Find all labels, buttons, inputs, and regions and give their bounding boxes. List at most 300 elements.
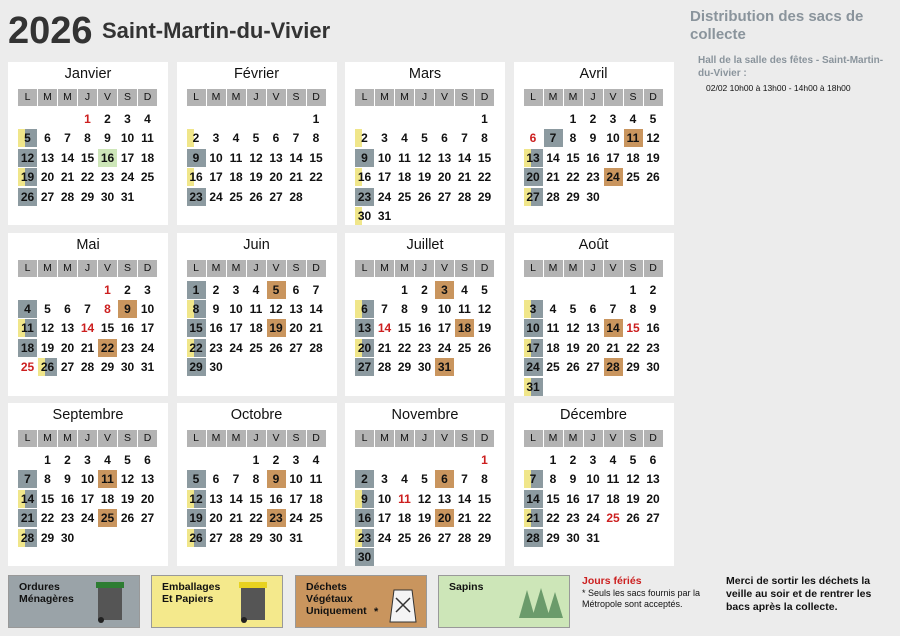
day-cell: 9	[104, 131, 111, 146]
day-cell: 29	[100, 360, 115, 375]
holidays-title: Jours fériés	[582, 575, 642, 587]
day-cell: 12	[566, 321, 580, 336]
day-cell: 22	[80, 170, 95, 185]
day-cell: 1	[569, 112, 577, 126]
day-cell: 10	[289, 472, 303, 487]
day-cell: 28	[289, 189, 303, 204]
day-cell: 22	[477, 511, 492, 526]
weekday-header: L	[355, 430, 374, 447]
day-cell: 15	[477, 150, 492, 165]
day-cell: 14	[457, 150, 472, 165]
day-cell: 22	[397, 340, 412, 355]
weekday-header: L	[524, 260, 543, 277]
day-cell: 9	[118, 300, 137, 318]
weekday-header: M	[395, 260, 414, 277]
weekday-header: L	[18, 89, 37, 106]
day-cell: 17	[524, 339, 543, 357]
day-cell: 6	[44, 131, 51, 146]
day-cell: 11	[309, 472, 323, 487]
holidays-note: * Seuls les sacs fournis par la Métropole sont acceptés.	[582, 588, 701, 609]
day-cell: 29	[80, 189, 95, 204]
weekday-header: M	[375, 89, 394, 106]
day-cell: 18	[397, 170, 412, 185]
weekday-header: M	[564, 430, 583, 447]
day-cell: 16	[355, 509, 374, 527]
day-cell: 24	[120, 170, 135, 185]
day-cell: 29	[626, 360, 640, 375]
day-cell: 8	[312, 131, 320, 146]
day-cell: 6	[272, 131, 280, 146]
day-cell: 25	[249, 340, 263, 355]
weekday-header: M	[38, 260, 57, 277]
day-cell: 19	[18, 168, 37, 186]
day-cell: 5	[44, 301, 51, 316]
day-cell: 13	[60, 321, 75, 336]
day-cell: 27	[586, 360, 600, 375]
day-cell: 17	[377, 170, 392, 185]
weekday-header: M	[395, 89, 414, 106]
day-cell: 5	[421, 131, 428, 146]
day-cell: 20	[586, 340, 600, 355]
weekday-header: M	[544, 430, 563, 447]
day-cell: 12	[18, 149, 37, 167]
day-cell: 9	[649, 301, 657, 316]
day-cell: 24	[140, 340, 155, 355]
day-cell: 13	[437, 491, 452, 506]
day-cell: 28	[457, 530, 472, 545]
weekday-header: V	[604, 430, 623, 447]
day-cell: 1	[252, 453, 260, 467]
weekday-header: V	[267, 430, 286, 447]
day-cell: 12	[417, 150, 432, 165]
day-cell: 6	[144, 453, 151, 467]
weekday-header: D	[307, 260, 326, 277]
day-cell: 25	[140, 170, 155, 185]
day-cell: 27	[524, 188, 543, 206]
day-cell: 28	[377, 360, 392, 375]
day-cell: 7	[461, 472, 468, 487]
weekday-header: S	[287, 260, 306, 277]
day-cell: 30	[355, 207, 374, 225]
day-cell: 26	[626, 511, 640, 526]
month-0	[8, 62, 168, 225]
day-cell: 26	[269, 340, 283, 355]
day-cell: 11	[398, 150, 411, 165]
merci-note: Merci de sortir les déchets la veille au soir et de rentrer les bacs après la collecte.	[726, 575, 872, 613]
weekday-header: M	[395, 430, 414, 447]
month-9	[177, 403, 337, 566]
legend-ordures	[8, 575, 140, 628]
month-name: Avril	[579, 66, 608, 82]
weekday-header: V	[267, 89, 286, 106]
day-cell: 3	[381, 472, 388, 487]
day-cell: 11	[229, 150, 243, 165]
month-1	[177, 62, 337, 225]
legend-sapins-label: Sapins	[449, 581, 484, 593]
weekday-header: M	[58, 260, 77, 277]
weekday-header: V	[604, 260, 623, 277]
day-cell: 31	[524, 378, 543, 396]
day-cell: 9	[187, 149, 206, 167]
day-cell: 13	[437, 150, 452, 165]
day-cell: 29	[249, 530, 263, 545]
year-title: 2026	[8, 10, 93, 52]
day-cell: 21	[289, 170, 303, 185]
day-cell: 5	[569, 301, 577, 316]
day-cell: 26	[417, 530, 432, 545]
day-cell: 23	[646, 340, 660, 355]
day-cell: 13	[355, 319, 374, 337]
weekday-header: M	[207, 260, 226, 277]
day-cell: 10	[229, 301, 243, 316]
weekday-header: M	[564, 89, 583, 106]
day-cell: 5	[629, 453, 637, 467]
weekday-header: S	[118, 260, 137, 277]
day-cell: 24	[437, 340, 452, 355]
day-cell: 5	[187, 470, 206, 488]
day-cell: 27	[646, 511, 660, 526]
weekday-header: M	[38, 430, 57, 447]
day-cell: 22	[626, 340, 640, 355]
day-cell: 15	[187, 319, 206, 337]
day-cell: 20	[60, 340, 75, 355]
day-cell: 22	[566, 170, 580, 185]
day-cell: 22	[309, 170, 323, 185]
day-cell: 16	[566, 491, 580, 506]
month-name: Octobre	[230, 407, 283, 423]
day-cell: 3	[212, 131, 220, 146]
weekday-header: J	[247, 430, 266, 447]
day-cell: 3	[292, 453, 300, 467]
day-cell: 13	[40, 150, 55, 165]
day-cell: 16	[120, 321, 135, 336]
day-cell: 17	[229, 321, 243, 336]
month-5	[177, 233, 337, 396]
day-cell: 30	[269, 530, 283, 545]
day-cell: 5	[649, 112, 657, 126]
legend-ordures-label: Ordures Ménagères	[19, 581, 74, 605]
weekday-header: M	[544, 89, 563, 106]
day-cell: 12	[187, 490, 206, 508]
weekday-header: M	[38, 89, 57, 106]
month-3	[514, 62, 674, 225]
day-cell: 28	[604, 358, 623, 376]
weekday-header: M	[564, 260, 583, 277]
day-cell: 13	[209, 491, 223, 506]
day-cell: 9	[421, 301, 428, 316]
month-7	[514, 233, 674, 396]
weekday-header: D	[644, 89, 663, 106]
day-cell: 8	[481, 131, 488, 146]
day-cell: 5	[421, 472, 428, 487]
weekday-header: M	[227, 260, 246, 277]
month-11	[514, 403, 674, 566]
weekday-header: L	[524, 430, 543, 447]
day-cell: 2	[421, 282, 428, 297]
legend-vegetaux-star: *	[374, 606, 379, 618]
day-cell: 9	[64, 472, 71, 487]
day-cell: 10	[377, 150, 392, 165]
day-cell: 2	[649, 282, 657, 297]
distribution-hours: 02/02 10h00 à 13h00 - 14h00 à 18h00	[706, 83, 851, 93]
day-cell: 11	[546, 321, 560, 336]
day-cell: 29	[477, 189, 492, 204]
day-cell: 29	[546, 530, 560, 545]
day-cell: 2	[212, 282, 220, 297]
day-cell: 4	[144, 112, 151, 126]
day-cell: 30	[646, 360, 660, 375]
day-cell: 16	[60, 491, 75, 506]
day-cell: 31	[586, 530, 600, 545]
day-cell: 18	[626, 150, 640, 165]
weekday-header: V	[98, 260, 117, 277]
day-cell: 20	[355, 339, 374, 357]
day-cell: 25	[606, 511, 620, 526]
day-cell: 24	[377, 530, 392, 545]
day-cell: 11	[18, 319, 37, 337]
day-cell: 26	[38, 358, 57, 376]
weekday-header: S	[455, 89, 474, 106]
day-cell: 20	[437, 170, 452, 185]
day-cell: 10	[586, 472, 600, 487]
day-cell: 20	[646, 491, 660, 506]
day-cell: 5	[18, 129, 37, 147]
day-cell: 21	[606, 340, 620, 355]
weekday-header: J	[415, 260, 434, 277]
weekday-header: L	[355, 89, 374, 106]
day-cell: 6	[435, 470, 454, 488]
day-cell: 19	[566, 340, 580, 355]
day-cell: 14	[604, 319, 623, 337]
day-cell: 14	[60, 150, 75, 165]
weekday-header: M	[58, 89, 77, 106]
day-cell: 31	[120, 189, 135, 204]
day-cell: 8	[629, 301, 637, 316]
day-cell: 28	[309, 340, 323, 355]
day-cell: 29	[566, 189, 580, 204]
day-cell: 15	[100, 321, 115, 336]
day-cell: 16	[355, 168, 374, 186]
day-cell: 7	[544, 129, 563, 147]
day-cell: 15	[309, 150, 323, 165]
day-cell: 15	[249, 491, 263, 506]
day-cell: 25	[20, 360, 35, 375]
day-cell: 14	[289, 150, 303, 165]
day-cell: 30	[586, 189, 600, 204]
weekday-header: D	[475, 260, 494, 277]
day-cell: 14	[229, 491, 243, 506]
day-cell: 4	[629, 112, 637, 126]
day-cell: 17	[140, 321, 155, 336]
day-cell: 29	[397, 360, 412, 375]
day-cell: 12	[626, 472, 640, 487]
day-cell: 29	[477, 530, 492, 545]
day-cell: 8	[569, 131, 577, 146]
day-cell: 30	[209, 360, 223, 375]
day-cell: 16	[98, 149, 117, 167]
weekday-header: J	[78, 430, 97, 447]
day-cell: 8	[84, 131, 91, 146]
day-cell: 24	[524, 358, 543, 376]
day-cell: 7	[232, 472, 240, 487]
legend-emballages	[151, 575, 283, 628]
day-cell: 19	[417, 511, 432, 526]
day-cell: 3	[524, 300, 543, 318]
day-cell: 23	[566, 511, 580, 526]
day-cell: 11	[458, 301, 471, 316]
weekday-header: J	[415, 430, 434, 447]
month-name: Janvier	[64, 66, 112, 82]
day-cell: 28	[457, 189, 472, 204]
day-cell: 15	[80, 150, 95, 165]
day-cell: 3	[124, 112, 131, 126]
day-cell: 1	[481, 453, 488, 467]
day-cell: 15	[546, 491, 560, 506]
day-cell: 11	[141, 131, 154, 146]
weekday-header: M	[207, 430, 226, 447]
day-cell: 30	[355, 548, 374, 566]
day-cell: 27	[437, 189, 452, 204]
day-cell: 2	[124, 282, 131, 297]
day-cell: 23	[209, 340, 223, 355]
day-cell: 19	[120, 491, 135, 506]
day-cell: 7	[18, 470, 37, 488]
day-cell: 9	[355, 149, 374, 167]
day-cell: 13	[524, 149, 543, 167]
day-cell: 6	[589, 301, 597, 316]
day-cell: 28	[229, 530, 243, 545]
day-cell: 24	[586, 511, 600, 526]
day-cell: 4	[18, 300, 37, 318]
day-cell: 18	[249, 321, 263, 336]
day-cell: 7	[609, 301, 617, 316]
day-cell: 25	[397, 189, 412, 204]
weekday-header: V	[267, 260, 286, 277]
day-cell: 3	[381, 131, 388, 146]
day-cell: 4	[232, 131, 240, 146]
day-cell: 4	[312, 453, 320, 467]
day-cell: 10	[524, 319, 543, 337]
day-cell: 14	[309, 301, 323, 316]
day-cell: 8	[187, 300, 206, 318]
day-cell: 28	[80, 360, 95, 375]
day-cell: 21	[18, 509, 37, 527]
day-cell: 20	[209, 511, 223, 526]
day-cell: 7	[524, 470, 543, 488]
day-cell: 1	[187, 281, 206, 299]
weekday-header: S	[287, 89, 306, 106]
day-cell: 26	[18, 188, 37, 206]
day-cell: 31	[289, 530, 303, 545]
day-cell: 17	[209, 170, 223, 185]
month-6	[345, 233, 505, 396]
day-cell: 3	[144, 282, 151, 297]
day-cell: 7	[84, 301, 91, 316]
day-cell: 29	[187, 358, 206, 376]
day-cell: 30	[100, 189, 115, 204]
day-cell: 10	[140, 301, 155, 316]
day-cell: 5	[124, 453, 131, 467]
day-cell: 16	[417, 321, 432, 336]
town-title: Saint-Martin-du-Vivier	[102, 18, 331, 43]
day-cell: 7	[64, 131, 71, 146]
day-cell: 8	[252, 472, 260, 487]
day-cell: 21	[309, 321, 323, 336]
weekday-header: D	[307, 430, 326, 447]
weekday-header: M	[544, 260, 563, 277]
day-cell: 6	[649, 453, 657, 467]
day-cell: 24	[229, 340, 243, 355]
legend-vegetaux	[295, 575, 427, 628]
day-cell: 7	[292, 131, 300, 146]
day-cell: 14	[18, 490, 37, 508]
day-cell: 30	[60, 530, 75, 545]
day-cell: 27	[209, 530, 223, 545]
weekday-header: S	[118, 89, 137, 106]
day-cell: 1	[481, 112, 488, 126]
distribution-title: Distribution des sacs de collecte	[690, 8, 864, 43]
day-cell: 6	[529, 131, 537, 146]
month-name: Décembre	[560, 407, 627, 423]
weekday-header: V	[98, 430, 117, 447]
day-cell: 11	[98, 470, 117, 488]
day-cell: 24	[604, 168, 623, 186]
weekday-header: M	[375, 430, 394, 447]
day-cell: 27	[40, 189, 55, 204]
day-cell: 15	[566, 150, 580, 165]
day-cell: 14	[377, 321, 392, 336]
day-cell: 1	[312, 112, 320, 126]
day-cell: 19	[267, 319, 286, 337]
day-cell: 23	[355, 529, 374, 547]
day-cell: 13	[269, 150, 283, 165]
day-cell: 23	[60, 511, 75, 526]
weekday-header: L	[524, 89, 543, 106]
day-cell: 7	[312, 282, 320, 297]
day-cell: 15	[397, 321, 412, 336]
weekday-header: D	[138, 260, 157, 277]
day-cell: 18	[100, 491, 115, 506]
month-name: Juillet	[406, 236, 444, 253]
weekday-header: J	[78, 260, 97, 277]
day-cell: 21	[546, 170, 560, 185]
day-cell: 6	[355, 300, 374, 318]
grey-bin-icon	[93, 580, 127, 624]
weekday-header: D	[138, 430, 157, 447]
day-cell: 24	[80, 511, 95, 526]
day-cell: 30	[566, 530, 580, 545]
day-cell: 14	[80, 321, 95, 336]
day-cell: 4	[461, 282, 468, 297]
day-cell: 18	[606, 491, 620, 506]
day-cell: 15	[477, 491, 492, 506]
day-cell: 12	[249, 150, 263, 165]
distribution-place: Hall de la salle des fêtes - Saint-Martin-du-Vivier :	[698, 55, 884, 79]
month-name: Septembre	[52, 407, 124, 423]
day-cell: 25	[397, 530, 412, 545]
day-cell: 26	[120, 511, 135, 526]
day-cell: 27	[355, 358, 374, 376]
day-cell: 26	[249, 189, 263, 204]
day-cell: 22	[98, 339, 117, 357]
weekday-header: M	[227, 89, 246, 106]
weekday-header: J	[247, 260, 266, 277]
weekday-header: M	[207, 89, 226, 106]
day-cell: 4	[549, 301, 557, 316]
day-cell: 20	[524, 168, 543, 186]
day-cell: 21	[377, 340, 392, 355]
day-cell: 7	[381, 301, 388, 316]
